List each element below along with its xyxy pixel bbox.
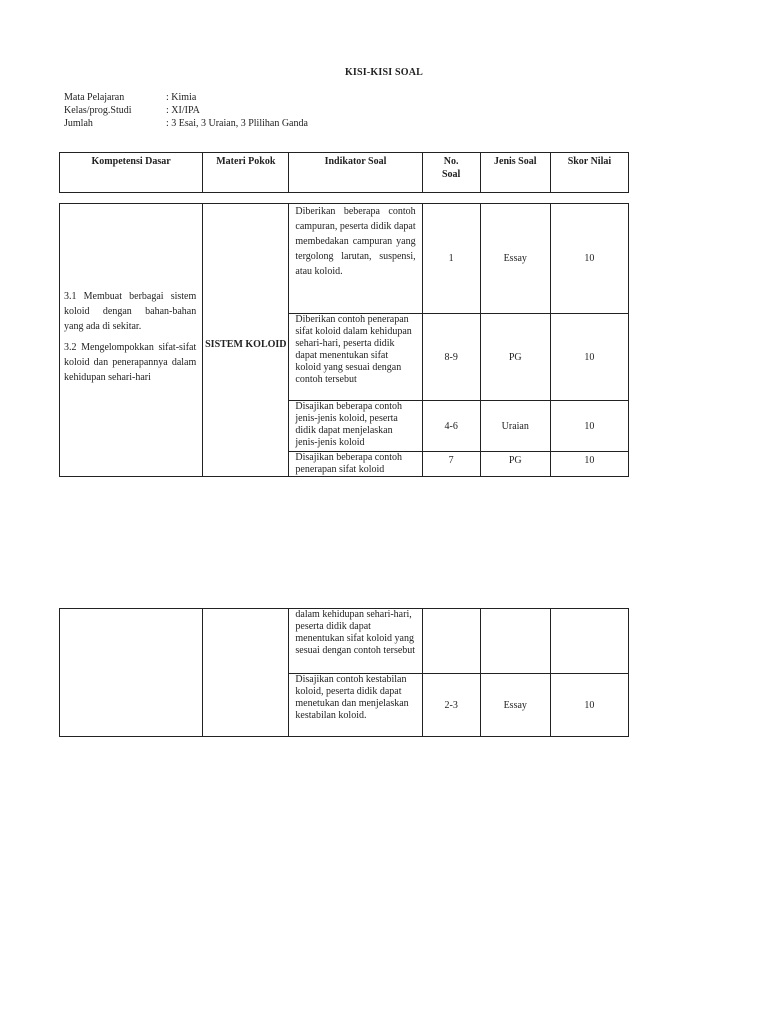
materi-pokok-cell — [203, 609, 289, 737]
jenis-soal-cell: Uraian — [480, 401, 550, 452]
meta-label: Kelas/prog.Studi — [64, 105, 132, 116]
meta-subject — [64, 91, 308, 104]
meta-label: Mata Pelajaran — [64, 92, 125, 103]
header-materi-pokok: Materi Pokok — [203, 153, 289, 193]
skor-nilai-cell: 10 — [550, 452, 628, 477]
meta-value: : XI/IPA — [166, 105, 200, 116]
document-meta — [64, 91, 308, 130]
meta-class — [64, 104, 308, 117]
jenis-soal-cell — [480, 609, 550, 674]
jenis-soal-cell: Essay — [480, 204, 550, 314]
no-soal-cell: 1 — [422, 204, 480, 314]
skor-nilai-cell: 10 — [550, 401, 628, 452]
skor-nilai-cell: 10 — [550, 314, 628, 401]
kisi-table-continued — [59, 608, 629, 737]
skor-nilai-cell — [550, 609, 628, 674]
kompetensi-dasar-cell — [60, 609, 203, 737]
indikator-cell: Diberikan contoh penerapan sifat koloid dalam kehidupan sehari-hari, peserta didik dapat menentukan sifat koloid yang sesuai dengan contoh tersebut — [289, 314, 422, 401]
meta-value: : Kimia — [166, 92, 197, 103]
jenis-soal-cell: Essay — [480, 674, 550, 737]
kisi-table — [59, 203, 629, 477]
header-skor-nilai: Skor Nilai — [550, 153, 628, 193]
indikator-cell: Disajikan beberapa contoh jenis-jenis koloid, peserta didik dapat menjelaskan jenis-jenis koloid — [289, 401, 422, 452]
no-soal-cell: 7 — [422, 452, 480, 477]
header-indikator-soal: Indikator Soal — [289, 153, 422, 193]
jenis-soal-cell: PG — [480, 314, 550, 401]
no-soal-cell: 4-6 — [422, 401, 480, 452]
meta-label: Jumlah — [64, 118, 93, 129]
no-soal-cell: 8-9 — [422, 314, 480, 401]
skor-nilai-cell: 10 — [550, 674, 628, 737]
meta-count — [64, 117, 308, 130]
skor-nilai-cell: 10 — [550, 204, 628, 314]
indikator-cell: dalam kehidupan sehari-hari, peserta didik dapat menentukan sifat koloid yang sesuai dengan contoh tersebut — [289, 609, 422, 674]
meta-value: : 3 Esai, 3 Uraian, 3 Plilihan Ganda — [166, 118, 308, 129]
indikator-cell: Diberikan beberapa contoh campuran, peserta didik dapat membedakan campuran yang tergolong larutan, suspensi, atau koloid. — [289, 204, 422, 314]
indikator-cell: Disajikan contoh kestabilan koloid, peserta didik dapat menetukan dan menjelaskan kestabilan koloid. — [289, 674, 422, 737]
indikator-cell: Disajikan beberapa contoh penerapan sifat koloid — [289, 452, 422, 477]
table-row — [60, 204, 629, 314]
header-table — [59, 152, 629, 193]
kompetensi-item: 3.1 Membuat berbagai sistem koloid dengan bahan-bahan yang ada di sekitar. — [64, 291, 197, 332]
header-kompetensi-dasar: Kompetensi Dasar — [60, 153, 203, 193]
header-jenis-soal: Jenis Soal — [480, 153, 550, 193]
jenis-soal-cell: PG — [480, 452, 550, 477]
no-soal-cell: 2-3 — [422, 674, 480, 737]
kompetensi-dasar-cell — [60, 204, 203, 477]
header-no-soal: No. Soal — [422, 153, 480, 193]
document-title: KISI-KISI SOAL — [344, 67, 424, 78]
materi-pokok-cell: SISTEM KOLOID — [203, 204, 289, 477]
table-row — [60, 609, 629, 674]
kompetensi-item: 3.2 Mengelompokkan sifat-sifat koloid dan penerapannya dalam kehidupan sehari-hari — [64, 342, 197, 383]
no-soal-cell — [422, 609, 480, 674]
